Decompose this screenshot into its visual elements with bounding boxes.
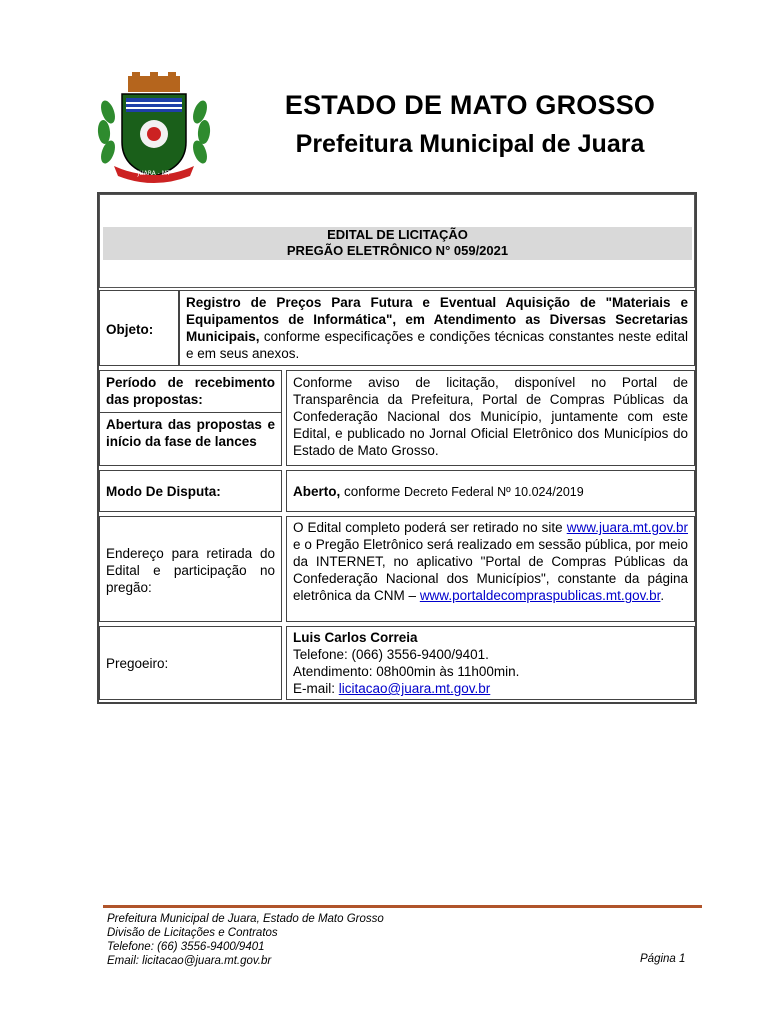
pregoeiro-email-label: E-mail: xyxy=(293,681,339,696)
footer-line-2: Divisão de Licitações e Contratos xyxy=(107,927,278,939)
footer-line-4: Email: licitacao@juara.mt.gov.br xyxy=(107,955,272,967)
municipality-title: Prefeitura Municipal de Juara xyxy=(295,130,645,158)
modo-label-cell xyxy=(99,470,282,512)
periodo-text-cell xyxy=(286,370,695,466)
pregoeiro-email-line xyxy=(293,680,688,697)
abertura-label: Abertura das propostas e início da fase de lances xyxy=(106,417,275,449)
edital-title: EDITAL DE LICITAÇÃO xyxy=(327,227,468,242)
pregao-number: PREGÃO ELETRÔNICO N° 059/2021 xyxy=(286,243,509,258)
municipal-coat-of-arms-logo xyxy=(94,72,214,184)
endereco-text-1: O Edital completo poderá ser retirado no site xyxy=(293,520,567,535)
footer-line-3: Telefone: (66) 3556-9400/9401 xyxy=(107,941,265,953)
svg-text:JUARA - MT: JUARA - MT xyxy=(137,170,171,177)
endereco-text-3: . xyxy=(660,588,665,603)
pregoeiro-hours: Atendimento: 08h00min às 11h00min. xyxy=(293,664,520,679)
modo-decreto: Decreto Federal Nº 10.024/2019 xyxy=(404,485,584,499)
objeto-label-cell xyxy=(99,290,179,366)
endereco-label: Endereço para retirada do Edital e participação no pregão: xyxy=(106,546,275,595)
pregoeiro-label: Pregoeiro: xyxy=(106,656,169,671)
footer-rule xyxy=(103,905,702,908)
juara-site-link[interactable]: www.juara.mt.gov.br xyxy=(566,520,688,535)
objeto-bold-text: Registro de Preços Para Futura e Eventual Aquisição de "Materiais e Equipamentos de Informática", em Atendimento as Diversas Secretarias Municipais, xyxy=(186,295,688,344)
periodo-text: Conforme aviso de licitação, disponível no Portal de Transparência da Prefeitura, Portal de Compras Públicas da Confederação Nacional dos Município, juntamente com este Edital, e publicado no Jornal Oficial Eletrônico dos Municípios do Estado de Mato Grosso. xyxy=(293,375,688,458)
state-title: ESTADO DE MATO GROSSO xyxy=(284,90,656,120)
periodo-label-cell xyxy=(99,370,282,466)
periodo-label: Período de recebimento das propostas: xyxy=(106,375,275,407)
pregoeiro-phone: Telefone: (066) 3556-9400/9401. xyxy=(293,647,489,662)
modo-label: Modo De Disputa: xyxy=(106,484,221,499)
page-number: Página 1 xyxy=(640,953,686,965)
objeto-normal-text: conforme especificações e condições técnicas constantes neste edital e em seus anexos. xyxy=(186,329,688,361)
pregoeiro-label-cell xyxy=(99,626,282,700)
modo-text-cell xyxy=(286,470,695,512)
endereco-label-cell xyxy=(99,516,282,622)
pregoeiro-email-link[interactable]: licitacao@juara.mt.gov.br xyxy=(338,681,491,696)
footer-line-1: Prefeitura Municipal de Juara, Estado de Mato Grosso xyxy=(107,913,384,925)
objeto-text-cell xyxy=(179,290,695,366)
pregoeiro-text-cell xyxy=(286,626,695,700)
modo-value-bold: Aberto, xyxy=(293,484,341,499)
endereco-text-2: e o Pregão Eletrônico será realizado em sessão pública, por meio da INTERNET, no aplicativo "Portal de Compras Públicas da Confederação Nacional dos Municípios", constante da página eletrônica da CNM – xyxy=(293,537,688,603)
pregoeiro-name: Luis Carlos Correia xyxy=(293,630,418,645)
footer xyxy=(107,912,384,968)
portal-compras-link[interactable]: www.portaldecompraspublicas.mt.gov.br xyxy=(419,588,661,603)
objeto-label: Objeto: xyxy=(106,322,154,337)
modo-value-normal: conforme xyxy=(340,484,405,499)
edital-title-band xyxy=(103,227,692,260)
endereco-text-cell xyxy=(286,516,695,622)
